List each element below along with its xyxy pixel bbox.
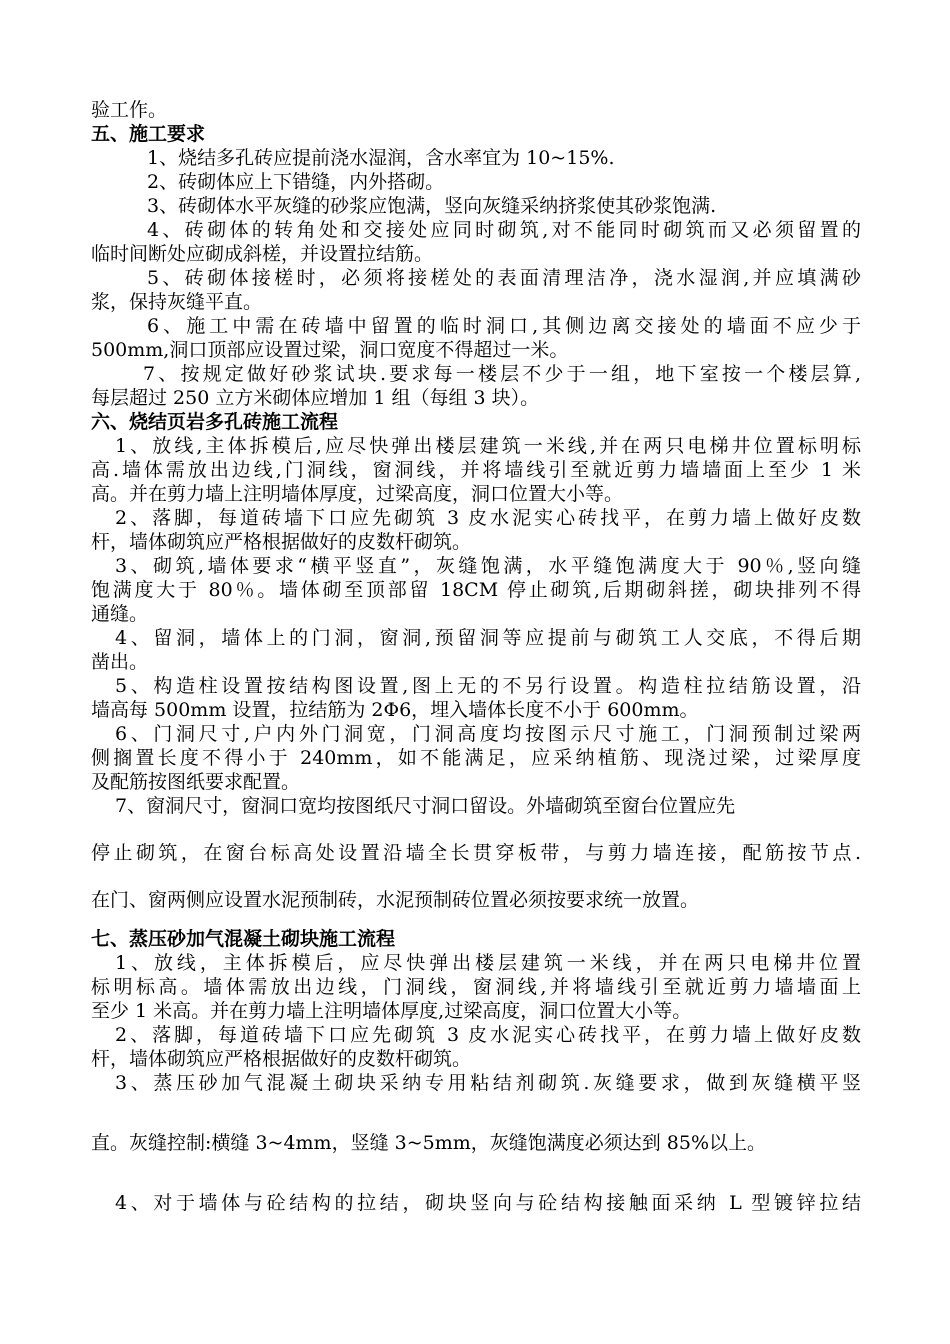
paragraph-line: 及配筋按图纸要求配置。 <box>91 771 301 793</box>
list-item: 3、砌筑,墙体要求“横平竖直”，灰缝饱满，水平缝饱满度大于 90％,竖向缝 <box>115 555 861 577</box>
section-heading-6: 六、烧结页岩多孔砖施工流程 <box>91 411 339 433</box>
list-item: 3、砖砌体水平灰缝的砂浆应饱满，竖向灰缝采纳挤浆使其砂浆饱满. <box>147 195 717 217</box>
list-item: 7、窗洞尺寸，窗洞口宽均按图纸尺寸洞口留设。外墙砌筑至窗台位置应先 <box>115 795 736 817</box>
paragraph-line: 杆，墙体砌筑应严格根据做好的皮数杆砌筑。 <box>91 531 472 553</box>
paragraph-line: 高。并在剪力墙上注明墙体厚度，过梁高度，洞口位置大小等。 <box>91 483 624 505</box>
section-heading-5: 五、施工要求 <box>91 123 206 145</box>
paragraph-line: 墙高每 500mm 设置，拉结筋为 2Φ6，埋入墙体长度不小于 600mm。 <box>91 699 699 721</box>
list-item: 5、构造柱设置按结构图设置,图上无的不另行设置。构造柱拉结筋设置，沿 <box>115 675 861 697</box>
paragraph-line: 标明标高。墙体需放出边线，门洞线，窗洞线,并将墙线引至就近剪力墙墙面上 <box>91 976 861 998</box>
list-item: 4、对于墙体与砼结构的拉结，砌块竖向与砼结构接触面采纳 L 型镀锌拉结 <box>115 1192 861 1214</box>
paragraph-line: 每层超过 250 立方米砌体应增加 1 组（每组 3 块）。 <box>91 387 540 409</box>
list-item: 4、砖砌体的转角处和交接处应同时砌筑,对不能同时砌筑而又必须留置的 <box>147 219 861 241</box>
paragraph-line: 浆，保持灰缝平直。 <box>91 291 263 313</box>
paragraph-line: 凿出。 <box>91 651 149 673</box>
paragraph-line: 验工作。 <box>91 99 168 121</box>
list-item: 5、砖砌体接槎时，必须将接槎处的表面清理洁净，浇水湿润,并应填满砂 <box>147 267 861 289</box>
paragraph-line: 至少 1 米高。并在剪力墙上注明墙体厚度,过梁高度，洞口位置大小等。 <box>91 1000 692 1022</box>
list-item: 1、放线，主体拆模后，应尽快弹出楼层建筑一米线，并在两只电梯井位置 <box>115 952 861 974</box>
paragraph-line: 高.墙体需放出边线,门洞线，窗洞线，并将墙线引至就近剪力墙墙面上至少 1 米 <box>91 459 861 481</box>
list-item: 4、留洞，墙体上的门洞，窗洞,预留洞等应提前与砌筑工人交底，不得后期 <box>115 627 861 649</box>
paragraph-line: 饱满度大于 80％。墙体砌至顶部留 18CM 停止砌筑,后期砌斜搓，砌块排列不得 <box>91 579 861 601</box>
list-item: 1、烧结多孔砖应提前浇水湿润，含水率宜为 10~15%. <box>147 147 615 169</box>
section-heading-7: 七、蒸压砂加气混凝土砌块施工流程 <box>91 928 396 950</box>
list-item: 3、蒸压砂加气混凝土砌块采纳专用粘结剂砌筑.灰缝要求，做到灰缝横平竖 <box>115 1072 861 1094</box>
list-item: 6、门洞尺寸,户内外门洞宽，门洞高度均按图示尺寸施工，门洞预制过梁两 <box>115 723 861 745</box>
paragraph-line: 通缝。 <box>91 603 149 625</box>
list-item: 2、落脚，每道砖墙下口应先砌筑 3 皮水泥实心砖找平，在剪力墙上做好皮数 <box>115 1024 861 1046</box>
list-item: 2、砖砌体应上下错缝，内外搭砌。 <box>147 171 445 193</box>
paragraph-line: 停止砌筑，在窗台标高处设置沿墙全长贯穿板带，与剪力墙连接，配筋按节点. <box>91 842 861 864</box>
paragraph-line: 杆，墙体砌筑应严格根据做好的皮数杆砌筑。 <box>91 1048 472 1070</box>
paragraph-line: 临时间断处应砌成斜槎，并设置拉结筋。 <box>91 243 434 265</box>
paragraph-line: 500mm,洞口顶部应设置过梁，洞口宽度不得超过一米。 <box>91 339 569 361</box>
paragraph-line: 直。灰缝控制:横缝 3~4mm，竖缝 3~5mm，灰缝饱满度必须达到 85%以上。 <box>91 1132 767 1154</box>
paragraph-line: 侧搁置长度不得小于 240mm，如不能满足，应采纳植筋、现浇过梁，过梁厚度 <box>91 747 861 769</box>
document-page <box>91 98 861 1215</box>
list-item: 1、放线,主体拆模后,应尽快弹出楼层建筑一米线,并在两只电梯井位置标明标 <box>115 435 861 457</box>
paragraph-line: 在门、窗两侧应设置水泥预制砖，水泥预制砖位置必须按要求统一放置。 <box>91 889 700 911</box>
list-item: 2、落脚，每道砖墙下口应先砌筑 3 皮水泥实心砖找平，在剪力墙上做好皮数 <box>115 507 861 529</box>
list-item: 6、施工中需在砖墙中留置的临时洞口,其侧边离交接处的墙面不应少于 <box>147 315 861 337</box>
list-item: 7、按规定做好砂浆试块.要求每一楼层不少于一组，地下室按一个楼层算, <box>143 363 861 385</box>
